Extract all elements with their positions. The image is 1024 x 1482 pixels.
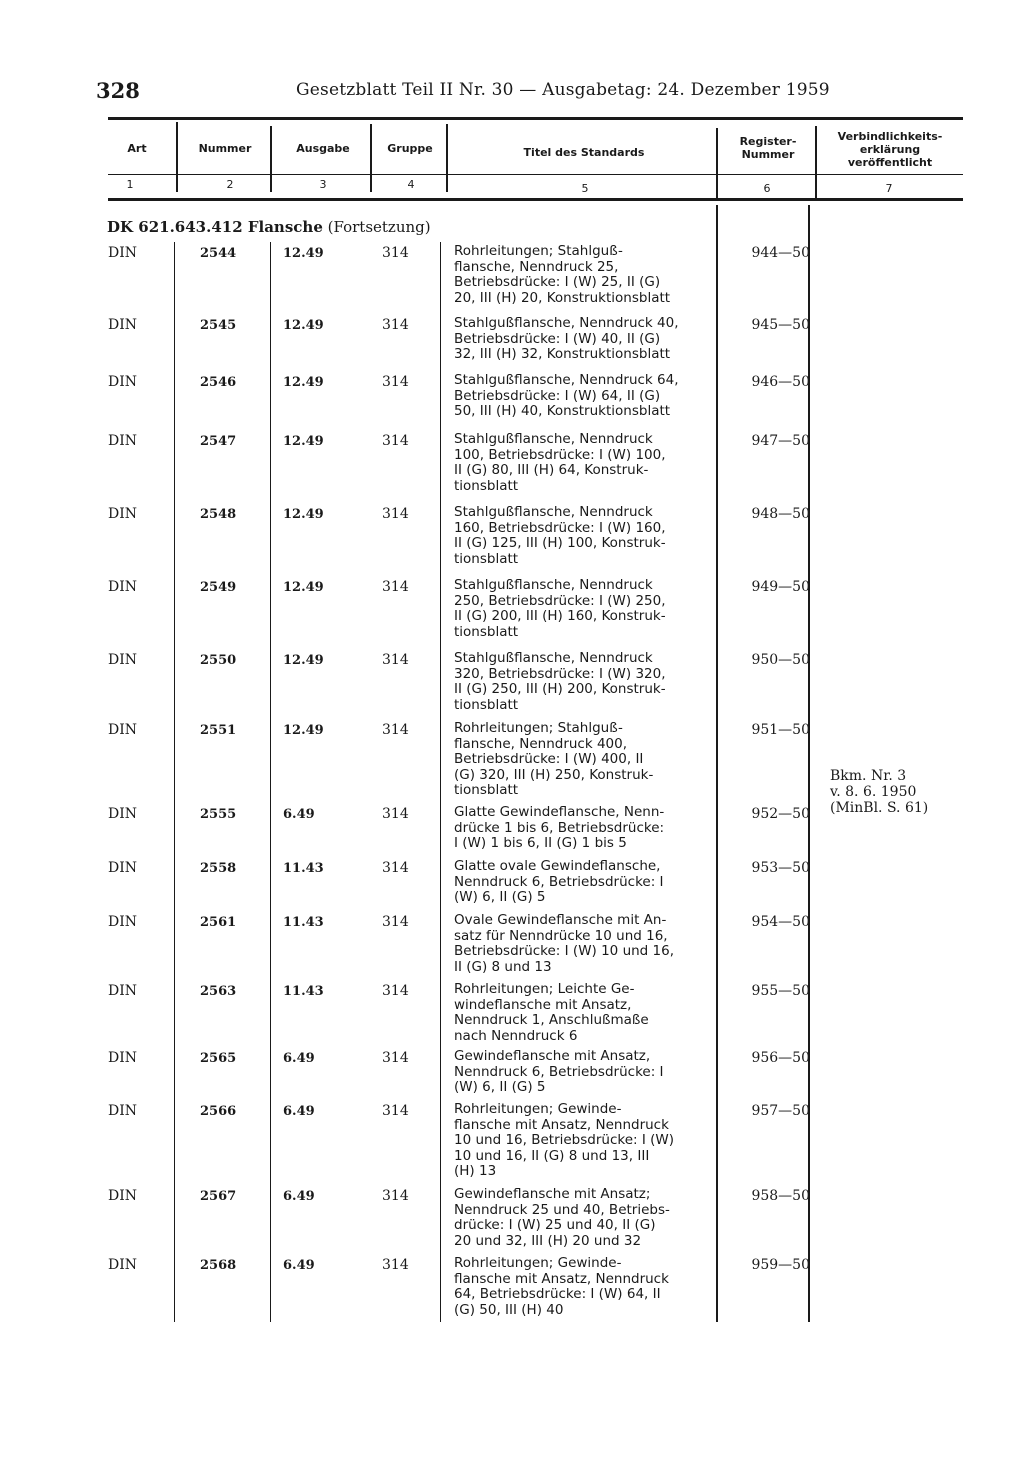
- cell-register: 952—50: [751, 806, 810, 822]
- cell-art: DIN: [108, 1188, 138, 1204]
- cell-titel: Stahlgußflansche, Nenndruck 160, Betriebsdrücke: I (W) 160, II (G) 125, III (H) 100, Konstruk- tionsblatt: [454, 504, 666, 567]
- table-top-rule: [108, 117, 963, 120]
- header-divider: [370, 124, 372, 192]
- cell-gruppe: 314: [382, 245, 409, 261]
- cell-register: 951—50: [751, 722, 810, 738]
- cell-register: 947—50: [751, 433, 810, 449]
- cell-nummer: 2561: [200, 915, 237, 930]
- cell-ausgabe: 11.43: [283, 984, 324, 999]
- page-header-title: Gesetzblatt Teil II Nr. 30 — Ausgabetag: 24. Dezember 1959: [296, 80, 830, 100]
- body-divider: [716, 205, 718, 1322]
- cell-art: DIN: [108, 1257, 138, 1273]
- col-header-titel: Titel des Standards: [523, 146, 645, 159]
- cell-titel: Stahlgußflansche, Nenndruck 320, Betriebsdrücke: I (W) 320, II (G) 250, III (H) 200, Konstruk- tionsblatt: [454, 650, 666, 713]
- header-divider: [446, 124, 448, 192]
- cell-nummer: 2563: [200, 984, 237, 999]
- cell-nummer: 2568: [200, 1258, 237, 1273]
- cell-ausgabe: 12.49: [283, 318, 324, 333]
- cell-art: DIN: [108, 374, 138, 390]
- cell-register: 956—50: [751, 1050, 810, 1066]
- col-header-art: Art: [127, 142, 147, 155]
- cell-register: 955—50: [751, 983, 810, 999]
- cell-art: DIN: [108, 652, 138, 668]
- col-header-nummer: Nummer: [198, 142, 252, 155]
- cell-nummer: 2546: [200, 375, 237, 390]
- cell-ausgabe: 12.49: [283, 653, 324, 668]
- cell-gruppe: 314: [382, 1103, 409, 1119]
- col-header-register: Register- Nummer: [739, 135, 797, 161]
- body-divider: [270, 242, 271, 1322]
- cell-art: DIN: [108, 1103, 138, 1119]
- cell-ausgabe: 6.49: [283, 807, 315, 822]
- col-number-2: 2: [226, 178, 234, 191]
- col-number-6: 6: [763, 182, 771, 195]
- cell-gruppe: 314: [382, 914, 409, 930]
- page-number: 328: [96, 78, 140, 103]
- cell-art: DIN: [108, 506, 138, 522]
- cell-titel: Rohrleitungen; Leichte Ge- windeflansche mit Ansatz, Nenndruck 1, Anschlußmaße nach Nenndruck 6: [454, 981, 649, 1044]
- cell-register: 953—50: [751, 860, 810, 876]
- cell-art: DIN: [108, 245, 138, 261]
- cell-nummer: 2565: [200, 1051, 237, 1066]
- col-number-7: 7: [885, 182, 893, 195]
- cell-gruppe: 314: [382, 1257, 409, 1273]
- cell-titel: Gewindeflansche mit Ansatz, Nenndruck 6, Betriebsdrücke: I (W) 6, II (G) 5: [454, 1048, 664, 1095]
- cell-gruppe: 314: [382, 1050, 409, 1066]
- cell-gruppe: 314: [382, 652, 409, 668]
- cell-register: 944—50: [751, 245, 810, 261]
- col-number-5: 5: [581, 182, 589, 195]
- cell-ausgabe: 12.49: [283, 375, 324, 390]
- cell-nummer: 2558: [200, 861, 237, 876]
- cell-gruppe: 314: [382, 317, 409, 333]
- body-divider: [440, 242, 441, 1322]
- cell-register: 945—50: [751, 317, 810, 333]
- cell-art: DIN: [108, 579, 138, 595]
- cell-gruppe: 314: [382, 433, 409, 449]
- cell-gruppe: 314: [382, 374, 409, 390]
- cell-titel: Rohrleitungen; Stahlguß- flansche, Nenndruck 25, Betriebsdrücke: I (W) 25, II (G) 20, III (H) 20, Konstruktionsblatt: [454, 243, 671, 306]
- cell-ausgabe: 11.43: [283, 915, 324, 930]
- body-divider: [808, 205, 810, 1322]
- cell-art: DIN: [108, 433, 138, 449]
- cell-gruppe: 314: [382, 983, 409, 999]
- cell-titel: Stahlgußflansche, Nenndruck 64, Betriebsdrücke: I (W) 64, II (G) 50, III (H) 40, Konstruktionsblatt: [454, 372, 679, 419]
- cell-ausgabe: 6.49: [283, 1104, 315, 1119]
- col-header-gruppe: Gruppe: [387, 142, 433, 155]
- col-header-ausgabe: Ausgabe: [296, 142, 350, 155]
- col-number-3: 3: [319, 178, 327, 191]
- cell-art: DIN: [108, 806, 138, 822]
- cell-titel: Rohrleitungen; Gewinde- flansche mit Ansatz, Nenndruck 10 und 16, Betriebsdrücke: I (W) 10 und 16, II (G) 8 und 13, III (H) 13: [454, 1101, 675, 1179]
- cell-register: 949—50: [751, 579, 810, 595]
- cell-titel: Glatte Gewindeflansche, Nenn- drücke 1 bis 6, Betriebsdrücke: I (W) 1 bis 6, II (G) 1 bis 5: [454, 804, 665, 851]
- cell-gruppe: 314: [382, 722, 409, 738]
- cell-register: 948—50: [751, 506, 810, 522]
- cell-art: DIN: [108, 317, 138, 333]
- cell-gruppe: 314: [382, 1188, 409, 1204]
- cell-gruppe: 314: [382, 506, 409, 522]
- header-divider: [176, 122, 178, 192]
- cell-ausgabe: 6.49: [283, 1051, 315, 1066]
- cell-art: DIN: [108, 722, 138, 738]
- col-number-1: 1: [126, 178, 134, 191]
- cell-ausgabe: 12.49: [283, 723, 324, 738]
- cell-gruppe: 314: [382, 806, 409, 822]
- section-suffix: (Fortsetzung): [327, 218, 431, 236]
- body-divider: [174, 242, 175, 1322]
- cell-nummer: 2550: [200, 653, 237, 668]
- cell-nummer: 2566: [200, 1104, 237, 1119]
- cell-ausgabe: 12.49: [283, 434, 324, 449]
- cell-nummer: 2551: [200, 723, 237, 738]
- cell-art: DIN: [108, 1050, 138, 1066]
- cell-register: 946—50: [751, 374, 810, 390]
- cell-register: 959—50: [751, 1257, 810, 1273]
- cell-art: DIN: [108, 860, 138, 876]
- cell-nummer: 2545: [200, 318, 237, 333]
- cell-nummer: 2548: [200, 507, 237, 522]
- cell-titel: Ovale Gewindeflansche mit An- satz für Nenndrücke 10 und 16, Betriebsdrücke: I (W) 10 und 16, II (G) 8 und 13: [454, 912, 675, 975]
- cell-nummer: 2567: [200, 1189, 237, 1204]
- cell-nummer: 2555: [200, 807, 237, 822]
- col-number-4: 4: [407, 178, 415, 191]
- cell-titel: Gewindeflansche mit Ansatz; Nenndruck 25 und 40, Betriebs- drücke: I (W) 25 und 40, II (G) 20 und 32, III (H) 20 und 32: [454, 1186, 670, 1249]
- cell-gruppe: 314: [382, 860, 409, 876]
- cell-register: 958—50: [751, 1188, 810, 1204]
- cell-titel: Rohrleitungen; Gewinde- flansche mit Ansatz, Nenndruck 64, Betriebsdrücke: I (W) 64, II (G) 50, III (H) 40: [454, 1255, 669, 1318]
- header-bottom-rule: [108, 198, 963, 201]
- cell-register: 954—50: [751, 914, 810, 930]
- cell-titel: Stahlgußflansche, Nenndruck 250, Betriebsdrücke: I (W) 250, II (G) 200, III (H) 160, Konstruk- tionsblatt: [454, 577, 666, 640]
- cell-titel: Stahlgußflansche, Nenndruck 40, Betriebsdrücke: I (W) 40, II (G) 32, III (H) 32, Konstruktionsblatt: [454, 315, 679, 362]
- cell-art: DIN: [108, 914, 138, 930]
- cell-ausgabe: 12.49: [283, 580, 324, 595]
- section-title: [107, 218, 431, 236]
- cell-nummer: 2547: [200, 434, 237, 449]
- remark-verbindlichkeit: Bkm. Nr. 3 v. 8. 6. 1950 (MinBl. S. 61): [830, 768, 929, 816]
- cell-gruppe: 314: [382, 579, 409, 595]
- header-divider: [815, 126, 817, 198]
- cell-ausgabe: 12.49: [283, 507, 324, 522]
- cell-titel: Glatte ovale Gewindeflansche, Nenndruck 6, Betriebsdrücke: I (W) 6, II (G) 5: [454, 858, 664, 905]
- cell-ausgabe: 11.43: [283, 861, 324, 876]
- cell-ausgabe: 12.49: [283, 246, 324, 261]
- header-divider: [270, 126, 272, 192]
- col-header-verbindlichkeit: Verbindlichkeits- erklärung veröffentlicht: [837, 130, 943, 169]
- cell-titel: Rohrleitungen; Stahlguß- flansche, Nenndruck 400, Betriebsdrücke: I (W) 400, II (G) 320, III (H) 250, Konstruk- tionsblatt: [454, 720, 654, 798]
- header-divider: [716, 128, 718, 198]
- section-code: DK 621.643.412 Flansche: [107, 218, 323, 236]
- cell-art: DIN: [108, 983, 138, 999]
- header-mid-rule: [108, 174, 963, 175]
- cell-ausgabe: 6.49: [283, 1258, 315, 1273]
- cell-register: 950—50: [751, 652, 810, 668]
- cell-nummer: 2549: [200, 580, 237, 595]
- cell-titel: Stahlgußflansche, Nenndruck 100, Betriebsdrücke: I (W) 100, II (G) 80, III (H) 64, Konstruk- tionsblatt: [454, 431, 666, 494]
- cell-register: 957—50: [751, 1103, 810, 1119]
- cell-ausgabe: 6.49: [283, 1189, 315, 1204]
- cell-nummer: 2544: [200, 246, 237, 261]
